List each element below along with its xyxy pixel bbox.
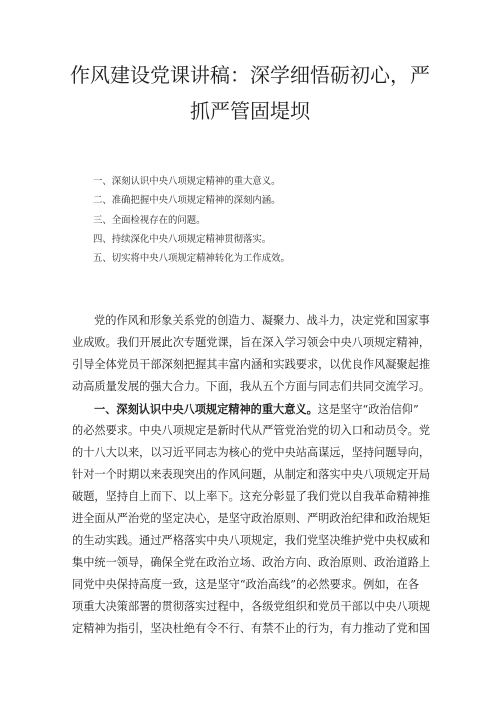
text-line — [72, 398, 432, 420]
text-line: 定精神为指引，坚决杜绝有令不行、有禁不止的行为，有力推动了党和国 — [72, 622, 431, 635]
text-line: 党的作风和形象关系党的创造力、凝聚力、战斗力，决定党和国家事 — [94, 314, 430, 327]
body-text — [72, 310, 432, 640]
section-one-paragraph — [72, 398, 432, 640]
outline-item: 四、持续深化中央八项规定精神贯彻落实。 — [93, 233, 272, 245]
outline-list — [93, 172, 453, 268]
text-line: 的生动实践。通过严格落实中央八项规定，我们党坚决维护党中央权威和 — [72, 534, 431, 547]
outline-item: 一、深刻认识中央八项规定精神的重大意义。 — [93, 176, 281, 187]
document-title-line-1: 作风建设党课讲稿：深学细悟砺初心，严 — [70, 63, 430, 87]
outline-item: 二、准确把握中央八项规定精神的深刻内涵。 — [93, 195, 281, 207]
text-line: 的必然要求。中央八项规定是新时代从严管党治党的切入口和动员令。党 — [72, 424, 431, 437]
text-line: 针对一个时期以来表现突出的作风问题，从制定和落实中央八项规定开局 — [72, 468, 431, 481]
heading-line-rest: 这是坚守“政治信仰” — [317, 403, 419, 416]
text-line: 集中统一领导，确保全党在政治立场、政治方向、政治原则、政治道路上 — [72, 556, 431, 569]
text-line: 动高质量发展的强大合力。下面，我从五个方面与同志们共同交流学习。 — [72, 380, 431, 393]
text-line: 的十八大以来，以习近平同志为核心的党中央站高谋远，坚持问题导向， — [72, 446, 431, 459]
text-line: 业成败。我们开展此次专题党课，旨在深入学习领会中央八项规定精神， — [72, 336, 431, 349]
text-line: 同党中央保持高度一致，这是坚守“政治高线”的必然要求。例如，在各 — [72, 578, 420, 591]
section-heading: 一、深刻认识中央八项规定精神的重大意义。 — [94, 402, 318, 416]
outline-item: 三、全面检视存在的问题。 — [93, 214, 206, 226]
text-line: 引导全体党员干部深刻把握其丰富内涵和实践要求，以优良作风凝聚起推 — [72, 358, 431, 371]
text-line: 项重大决策部署的贯彻落实过程中，各级党组织和党员干部以中央八项规 — [72, 600, 431, 613]
intro-paragraph — [72, 310, 432, 398]
document-title-line-2: 抓严管固堤坝 — [190, 99, 310, 123]
text-line: 进全面从严治党的坚定决心，是坚守政治原则、严明政治纪律和政治规矩 — [72, 512, 431, 525]
outline-item: 五、切实将中央八项规定精神转化为工作成效。 — [93, 253, 290, 265]
text-line: 破题，坚持自上而下、以上率下。这充分彰显了我们党以自我革命精神推 — [72, 490, 431, 503]
